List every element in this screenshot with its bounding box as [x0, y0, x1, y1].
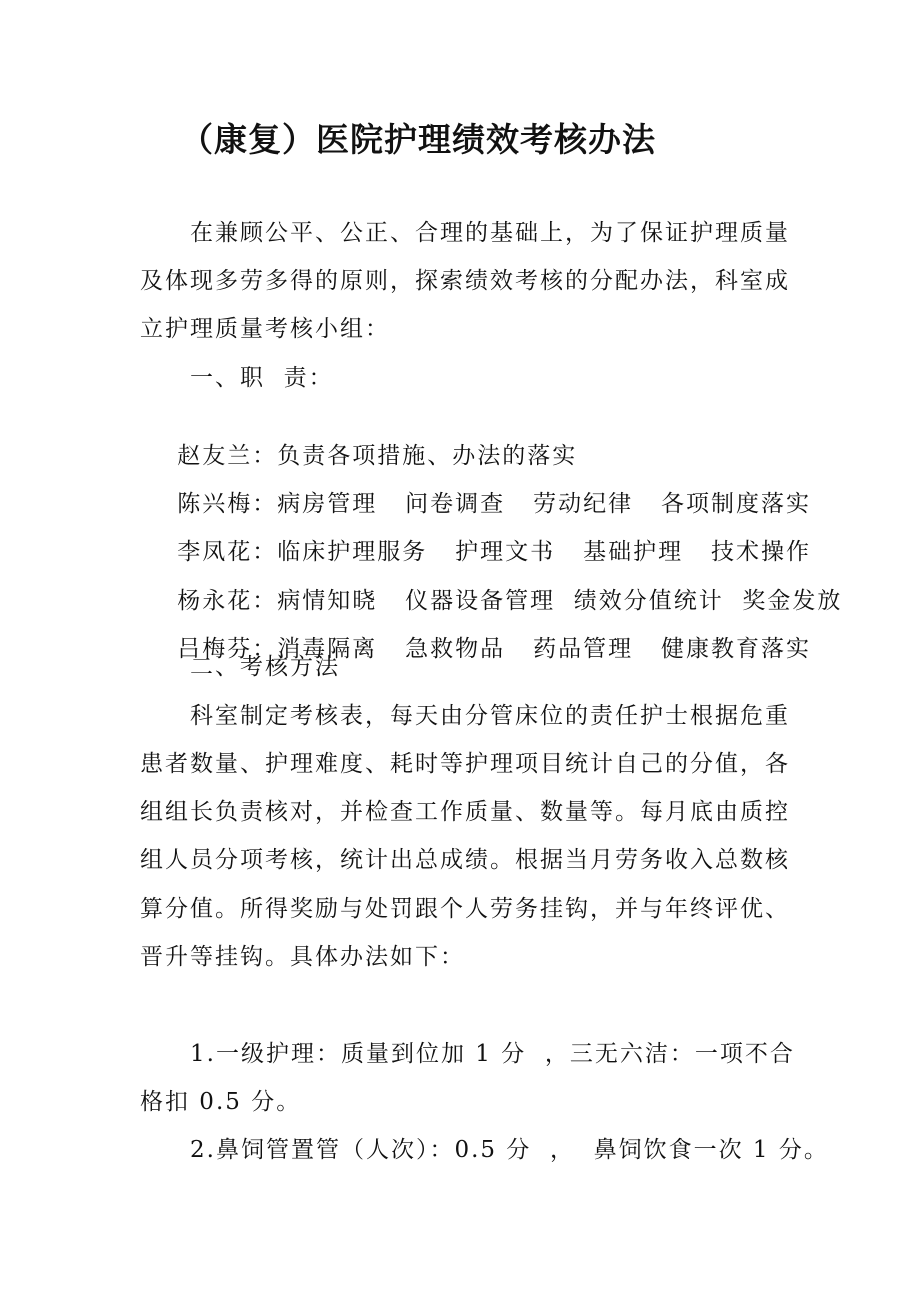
intro-line-1: 在兼顾公平、公正、合理的基础上，为了保证护理质量: [190, 220, 790, 246]
method-line-6: 晋升等挂钩。具体办法如下：: [140, 944, 465, 970]
item-1-line-2: 格扣 0.5 分。: [140, 1089, 302, 1115]
method-line-2: 患者数量、护理难度、耗时等护理项目统计自己的分值，各: [140, 751, 790, 777]
member-duties: 病情知晓 仪器设备管理 绩效分值统计 奖金发放: [277, 588, 843, 614]
section1-heading: 一、职 责：: [190, 365, 334, 391]
method-line-5: 算分值。所得奖励与处罚跟个人劳务挂钩，并与年终评优、: [140, 896, 790, 922]
member-duties: 临床护理服务 护理文书 基础护理 技术操作: [277, 539, 812, 565]
method-line-1: 科室制定考核表，每天由分管床位的责任护士根据危重: [190, 703, 790, 729]
member-name: 吕梅芬：: [177, 636, 278, 662]
member-duties: 消毒隔离 急救物品 药品管理 健康教育落实: [277, 636, 812, 662]
member-name: 李凤花：: [177, 539, 278, 565]
intro-line-3: 立护理质量考核小组：: [140, 316, 390, 342]
member-duties: 负责各项措施、办法的落实: [277, 443, 578, 469]
item-2-line-1: 2.鼻饲管置管（人次）：0.5 分 ， 鼻饲饮食一次 1 分。: [190, 1137, 829, 1163]
member-name: 赵友兰：: [177, 443, 278, 469]
method-line-3: 组组长负责核对，并检查工作质量、数量等。每月底由质控: [140, 799, 790, 825]
page-title: （康复）医院护理绩效考核办法: [180, 120, 656, 159]
intro-line-2: 及体现多劳多得的原则，探索绩效考核的分配办法，科室成: [140, 268, 790, 294]
member-duties: 病房管理 问卷调查 劳动纪律 各项制度落实: [277, 491, 812, 517]
member-name: 杨永花：: [177, 588, 278, 614]
member-name: 陈兴梅：: [177, 491, 278, 517]
section2-heading: 二、考核方法: [190, 654, 340, 680]
method-line-4: 组人员分项考核，统计出总成绩。根据当月劳务收入总数核: [140, 847, 790, 873]
item-1-line-1: 1.一级护理：质量到位加 1 分 ，三无六洁：一项不合: [190, 1041, 795, 1067]
